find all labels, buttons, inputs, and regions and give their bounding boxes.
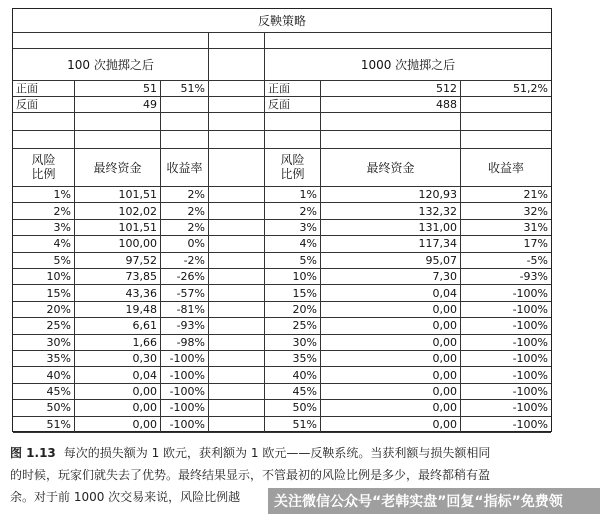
- blank-cell: [209, 351, 265, 366]
- blank-cell: [75, 131, 161, 148]
- blank-cell: [265, 113, 321, 130]
- right-heads-pct: 51,2%: [513, 82, 548, 95]
- blank-cell: [161, 131, 209, 148]
- right-heads-label: 正面: [265, 81, 321, 96]
- blank-cell: [75, 113, 161, 130]
- blank-cell: [13, 131, 75, 148]
- blank-cell: [209, 113, 265, 130]
- return-cell: 2%: [161, 187, 209, 202]
- risk-cell: 20%: [265, 302, 321, 317]
- blank-cell: [209, 220, 265, 235]
- spacer-row: [13, 33, 551, 49]
- capital-cell: 101,51: [75, 220, 161, 235]
- blank-cell: [209, 97, 265, 112]
- risk-cell: 5%: [265, 253, 321, 268]
- blank-cell: [209, 318, 265, 333]
- risk-cell: 4%: [265, 236, 321, 251]
- return-cell: -2%: [161, 253, 209, 268]
- blank-cell: [265, 131, 321, 148]
- blank-cell: [13, 113, 75, 130]
- return-cell: -100%: [512, 401, 548, 415]
- capital-cell: 0,04: [321, 285, 461, 300]
- risk-cell: 1%: [265, 187, 321, 202]
- blank-cell: [461, 113, 551, 130]
- left-heads-count: 51: [75, 81, 161, 96]
- column-header-row: [13, 149, 551, 187]
- blank-cell: [161, 97, 209, 112]
- col-header-capital-left: 最终资金: [75, 149, 161, 186]
- blank-cell: [209, 33, 265, 48]
- return-cell: -100%: [512, 384, 548, 398]
- heads-row: [13, 81, 551, 97]
- col-header-return-right: 收益率: [487, 160, 524, 175]
- blank-cell: [209, 253, 265, 268]
- return-cell: -100%: [512, 335, 548, 349]
- capital-cell: 117,34: [321, 236, 461, 251]
- capital-cell: 0,00: [321, 351, 461, 366]
- left-heads-pct: 51%: [161, 81, 209, 96]
- return-cell: 21%: [523, 188, 548, 202]
- risk-cell: 25%: [13, 318, 75, 333]
- blank-cell: [209, 49, 265, 80]
- risk-cell: 5%: [13, 253, 75, 268]
- blank-cell: [321, 113, 461, 130]
- risk-cell: 20%: [13, 302, 75, 317]
- risk-cell: 1%: [13, 187, 75, 202]
- risk-cell: 30%: [13, 335, 75, 350]
- blank-cell: [209, 149, 265, 186]
- table-row: [13, 220, 551, 236]
- return-cell: -100%: [161, 367, 209, 382]
- caption-line-2: 的时候，玩家们就失去了优势。最终结果显示，不管最初的风险比例是多少，最终都稍有盈: [10, 468, 491, 482]
- risk-cell: 10%: [265, 269, 321, 284]
- return-cell: -100%: [161, 417, 209, 432]
- col-header-return-left: 收益率: [161, 149, 209, 186]
- return-cell: -98%: [161, 335, 209, 350]
- return-cell: 17%: [523, 237, 548, 251]
- return-cell: -5%: [526, 253, 548, 267]
- data-table: [12, 8, 552, 432]
- caption-line-1: 每次的损失额为 1 欧元，获利额为 1 欧元——反鞅系统。当获利额与损失额相同: [63, 446, 491, 460]
- return-cell: -100%: [512, 286, 548, 300]
- capital-cell: 0,00: [321, 318, 461, 333]
- right-tails-label: 反面: [265, 97, 321, 112]
- blank-cell: [209, 285, 265, 300]
- blank-cell: [461, 131, 551, 148]
- capital-cell: 0,00: [321, 384, 461, 399]
- table-row: [13, 203, 551, 219]
- left-heads-label: 正面: [13, 81, 75, 96]
- risk-cell: 15%: [13, 285, 75, 300]
- table-row: [13, 417, 551, 433]
- table-title: 反鞅策略: [257, 13, 306, 28]
- risk-cell: 50%: [265, 400, 321, 415]
- capital-cell: 95,07: [321, 253, 461, 268]
- capital-cell: 120,93: [321, 187, 461, 202]
- caption-line-3: 余。对于前 1000 次交易来说，风险比例越: [10, 490, 241, 504]
- capital-cell: 73,85: [75, 269, 161, 284]
- risk-cell: 4%: [13, 236, 75, 251]
- risk-cell: 25%: [265, 318, 321, 333]
- risk-cell: 51%: [13, 417, 75, 432]
- return-cell: -100%: [512, 319, 548, 333]
- blank-cell: [13, 33, 209, 48]
- table-row: [13, 400, 551, 416]
- return-cell: -100%: [161, 351, 209, 366]
- capital-cell: 0,00: [75, 417, 161, 432]
- capital-cell: 0,00: [75, 400, 161, 415]
- capital-cell: 0,00: [75, 384, 161, 399]
- return-cell: -26%: [161, 269, 209, 284]
- blank-row: [13, 131, 551, 149]
- table-row: [13, 269, 551, 285]
- risk-cell: 15%: [265, 285, 321, 300]
- left-tails-label: 反面: [13, 97, 75, 112]
- table-row: [13, 236, 551, 252]
- blank-cell: [209, 417, 265, 432]
- risk-cell: 2%: [13, 203, 75, 218]
- capital-cell: 0,00: [321, 335, 461, 350]
- return-cell: 2%: [161, 220, 209, 235]
- blank-cell: [209, 400, 265, 415]
- table-row: [13, 253, 551, 269]
- blank-cell: [209, 236, 265, 251]
- col-header-capital-right: 最终资金: [321, 149, 461, 186]
- blank-cell: [265, 33, 551, 48]
- blank-cell: [209, 131, 265, 148]
- capital-cell: 100,00: [75, 236, 161, 251]
- risk-cell: 35%: [265, 351, 321, 366]
- right-tails-count: 488: [321, 97, 461, 112]
- capital-cell: 97,52: [75, 253, 161, 268]
- return-cell: 2%: [161, 203, 209, 218]
- capital-cell: 7,30: [321, 269, 461, 284]
- capital-cell: 0,00: [321, 367, 461, 382]
- right-heads-count: 512: [321, 81, 461, 96]
- return-cell: -100%: [512, 352, 548, 366]
- return-cell: -100%: [512, 302, 548, 316]
- table-row: [13, 285, 551, 301]
- return-cell: -100%: [512, 417, 548, 431]
- capital-cell: 0,04: [75, 367, 161, 382]
- return-cell: -100%: [161, 400, 209, 415]
- risk-cell: 40%: [13, 367, 75, 382]
- risk-cell: 30%: [265, 335, 321, 350]
- blank-cell: [209, 302, 265, 317]
- blank-cell: [209, 367, 265, 382]
- table-row: [13, 187, 551, 203]
- capital-cell: 19,48: [75, 302, 161, 317]
- blank-cell: [209, 203, 265, 218]
- capital-cell: 0,00: [321, 302, 461, 317]
- risk-cell: 50%: [13, 400, 75, 415]
- return-cell: -100%: [512, 368, 548, 382]
- return-cell: -57%: [161, 285, 209, 300]
- right-section-title: 1000 次抛掷之后: [360, 57, 456, 72]
- blank-cell: [461, 97, 551, 112]
- table-row: [13, 335, 551, 351]
- risk-cell: 3%: [13, 220, 75, 235]
- risk-cell: 2%: [265, 203, 321, 218]
- capital-cell: 1,66: [75, 335, 161, 350]
- table-row: [13, 367, 551, 383]
- risk-cell: 40%: [265, 367, 321, 382]
- tails-row: [13, 97, 551, 113]
- risk-cell: 10%: [13, 269, 75, 284]
- table-row: [13, 384, 551, 400]
- blank-cell: [209, 384, 265, 399]
- table-row: [13, 318, 551, 334]
- left-section-title: 100 次抛掷之后: [13, 49, 209, 80]
- capital-cell: 131,00: [321, 220, 461, 235]
- capital-cell: 0,00: [321, 400, 461, 415]
- capital-cell: 102,02: [75, 203, 161, 218]
- col-header-risk-right: 风险 比例: [265, 149, 321, 186]
- return-cell: 32%: [523, 204, 548, 218]
- return-cell: -100%: [161, 384, 209, 399]
- return-cell: 31%: [523, 220, 548, 234]
- risk-cell: 45%: [265, 384, 321, 399]
- risk-cell: 35%: [13, 351, 75, 366]
- table-row: [13, 302, 551, 318]
- blank-cell: [161, 113, 209, 130]
- risk-cell: 45%: [13, 384, 75, 399]
- return-cell: 0%: [161, 236, 209, 251]
- return-cell: -81%: [161, 302, 209, 317]
- capital-cell: 6,61: [75, 318, 161, 333]
- section-row: [13, 49, 551, 81]
- title-row: [13, 9, 551, 33]
- watermark-banner: 关注微信公众号“老韩实盘”回复“指标”免费领: [268, 488, 600, 514]
- risk-cell: 3%: [265, 220, 321, 235]
- blank-cell: [209, 81, 265, 96]
- col-header-risk-left: 风险 比例: [13, 149, 75, 186]
- blank-cell: [321, 131, 461, 148]
- capital-cell: 0,30: [75, 351, 161, 366]
- blank-cell: [209, 335, 265, 350]
- capital-cell: 43,36: [75, 285, 161, 300]
- capital-cell: 132,32: [321, 203, 461, 218]
- capital-cell: 101,51: [75, 187, 161, 202]
- blank-cell: [209, 269, 265, 284]
- risk-cell: 51%: [265, 417, 321, 432]
- caption-label: 图 1.13: [10, 446, 56, 460]
- blank-row: [13, 113, 551, 131]
- capital-cell: 0,00: [321, 417, 461, 432]
- table-row: [13, 351, 551, 367]
- blank-cell: [209, 187, 265, 202]
- left-tails-count: 49: [75, 97, 161, 112]
- return-cell: -93%: [161, 318, 209, 333]
- return-cell: -93%: [519, 270, 548, 284]
